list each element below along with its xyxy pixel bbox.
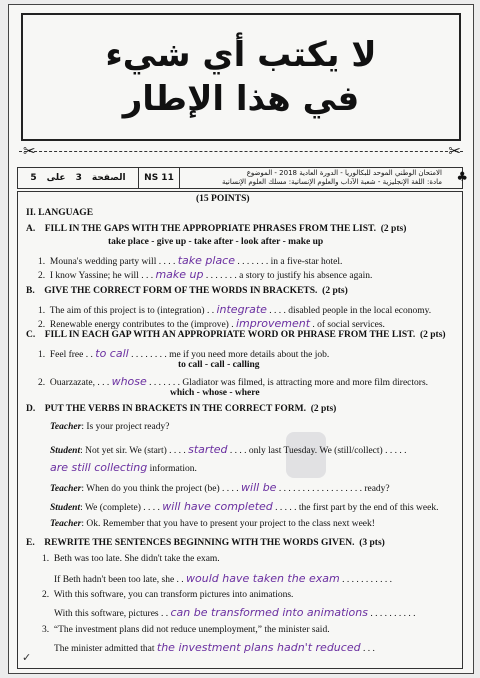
exercise-b-item: 2. Renewable energy contributes to the (improve) . improvement . of social services. <box>38 317 385 330</box>
of-label: على <box>46 173 66 183</box>
handwritten-answer[interactable]: will be <box>241 481 277 494</box>
item-text: of social services. <box>317 320 385 330</box>
dialogue-text: only last Tuesday. We (still/collect) <box>248 446 383 456</box>
total-pages: 5 <box>30 173 37 183</box>
rewrite-start: The minister admitted that <box>54 644 155 654</box>
item-text: Ouarzazate, <box>49 378 95 388</box>
item-number: 1. <box>42 554 50 564</box>
exercise-c-list: to call - call - calling <box>178 360 260 370</box>
handwritten-answer[interactable]: will have completed <box>162 500 273 513</box>
exercise-e-header <box>26 538 385 548</box>
exercise-e-rewrite: The minister admitted that the investment plans hadn't reduced . . . <box>54 641 375 654</box>
item-text: in a five-star hotel. <box>270 257 343 267</box>
item-number: 2. <box>42 590 50 600</box>
dialogue-line <box>50 519 375 529</box>
dialogue-text: : Is your project ready? <box>81 422 170 432</box>
exercise-c-header <box>26 330 446 340</box>
speaker: Teacher <box>50 519 82 529</box>
exercise-a-title: FILL IN THE GAPS WITH THE APPROPRIATE PHRASES FROM THE LIST. <box>44 224 377 234</box>
item-text: me if you need more details about the job. <box>169 350 330 360</box>
dialogue-line: Student: Not yet sir. We (start) . . . . started . . . . only last Tuesday. We (still/collect) . . . . . <box>50 443 407 456</box>
item-text: Gladiator was filmed, is attracting more and more film directors. <box>182 378 429 388</box>
item-number: 1. <box>38 306 46 316</box>
dialogue-text: : We (complete) <box>80 503 141 513</box>
exam-info-line2: مادة: اللغة الإنجليزية - شعبة الآداب والعلوم الإنسانية: مسلك العلوم الإنسانية <box>222 178 442 186</box>
item-number: 2. <box>38 271 46 281</box>
page-number: 3 <box>75 173 82 183</box>
page-counter <box>18 168 139 188</box>
exercise-e-item <box>42 590 293 600</box>
exercise-a-points: (2 pts) <box>380 224 407 234</box>
exercise-c-item: 1. Feel free . . to call . . . . . . . . me if you need more details about the job. <box>38 347 330 360</box>
speaker: Teacher <box>50 484 82 494</box>
dialogue-line: Student: We (complete) . . . . will have completed . . . . . the first part by the end of this week. <box>50 500 439 513</box>
dialogue-line <box>50 422 169 432</box>
item-number: 2. <box>38 320 46 330</box>
section-points: (15 POINTS) <box>196 194 250 204</box>
item-prompt: Beth was too late. She didn't take the exam. <box>53 554 220 564</box>
exam-content <box>17 191 463 669</box>
speaker: Student <box>50 446 81 456</box>
exercise-b-points: (2 pts) <box>322 286 348 296</box>
exercise-c-item: 2. Ouarzazate, . . . whose . . . . . . . Gladiator was filmed, is attracting more and more film directors. <box>38 375 429 388</box>
dialogue-text: : When do you think the project (be) <box>81 484 220 494</box>
handwritten-answer[interactable]: are still collecting <box>50 461 148 474</box>
dialogue-line <box>50 461 197 474</box>
dialogue-text: information. <box>149 464 197 474</box>
handwritten-answer[interactable]: started <box>188 443 228 456</box>
exam-header <box>17 167 468 189</box>
exam-info <box>180 169 462 187</box>
exercise-e-title: REWRITE THE SENTENCES BEGINNING WITH THE WORDS GIVEN. <box>44 538 355 548</box>
item-number: 1. <box>38 350 46 360</box>
item-number: 3. <box>42 625 50 635</box>
exercise-b-letter: B. <box>26 286 35 296</box>
exercise-e-item <box>42 554 220 564</box>
handwritten-answer[interactable]: would have taken the exam <box>186 572 340 585</box>
handwritten-answer[interactable]: whose <box>111 375 147 388</box>
item-text: a story to justify his absence again. <box>239 271 373 281</box>
exercise-a-item: 2. I know Yassine; he will . . . make up . . . . . . . a story to justify his absence again. <box>38 268 373 281</box>
item-text: Feel free <box>49 350 84 360</box>
exercise-c-letter: C. <box>26 330 36 340</box>
item-text: Mouna's wedding party will <box>49 257 157 267</box>
handwritten-answer[interactable]: can be transformed into animations <box>170 606 368 619</box>
do-not-write-line2: في هذا الإطار <box>122 79 360 119</box>
exercise-e-rewrite: With this software, pictures . . can be transformed into animations . . . . . . . . . . <box>54 606 416 619</box>
dialogue-text: ready? <box>364 484 390 494</box>
exercise-b-header <box>26 286 348 296</box>
item-prompt: With this software, you can transform pictures into animations. <box>53 590 294 600</box>
do-not-write-box <box>21 13 461 141</box>
dialogue-text: : Not yet sir. We (start) <box>80 446 167 456</box>
exercise-b-title: GIVE THE CORRECT FORM OF THE WORDS IN BRACKETS. <box>44 286 318 296</box>
do-not-write-line1: لا يكتب أي شيء <box>105 35 377 75</box>
page-label: الصفحة <box>91 173 126 183</box>
item-text: The aim of this project is to (integration) <box>49 306 205 316</box>
exam-info-line1: الامتحان الوطني الموحد للبكالوريا - الدورة العادية 2018 - الموضوع <box>246 169 442 177</box>
exercise-d-header <box>26 404 336 414</box>
speaker: Student <box>50 503 81 513</box>
scissors-icon: ✂ <box>23 144 36 160</box>
exercise-e-points: (3 pts) <box>359 538 385 548</box>
scissors-icon: ✂ <box>448 144 461 160</box>
dialogue-text: : Ok. Remember that you have to present your project to the class next week! <box>81 519 375 529</box>
handwritten-answer[interactable]: integrate <box>216 303 267 316</box>
exam-code: NS 11 <box>139 168 180 188</box>
item-number: 1. <box>38 257 46 267</box>
item-number: 2. <box>38 378 46 388</box>
item-text: disabled people in the local economy. <box>288 306 432 316</box>
exercise-e-item <box>42 625 330 635</box>
exercise-a-header <box>26 224 406 234</box>
exam-page <box>8 4 474 674</box>
exercise-c-title: FILL IN EACH GAP WITH AN APPROPRIATE WORD OR PHRASE FROM THE LIST. <box>44 330 416 340</box>
exercise-c-list: which - whose - where <box>170 388 260 398</box>
exercise-d-points: (2 pts) <box>310 404 337 414</box>
handwritten-answer[interactable]: the investment plans hadn't reduced <box>156 641 361 654</box>
rewrite-start: With this software, pictures <box>54 609 159 619</box>
exercise-a-list: take place - give up - take after - look after - make up <box>108 237 324 247</box>
section-title: II. LANGUAGE <box>26 208 94 218</box>
check-mark: ✓ <box>22 652 32 664</box>
speaker: Teacher <box>50 422 82 432</box>
item-text: Renewable energy contributes to the (improve) <box>49 320 229 330</box>
dialogue-text: the first part by the end of this week. <box>298 503 439 513</box>
handwritten-answer[interactable]: make up <box>155 268 204 281</box>
exercise-e-rewrite: If Beth hadn't been too late, she . . would have taken the exam . . . . . . . . . . . <box>54 572 392 585</box>
exercise-c-points: (2 pts) <box>419 330 446 340</box>
handwritten-answer[interactable]: take place <box>177 254 236 267</box>
handwritten-answer[interactable]: improvement <box>235 317 311 330</box>
handwritten-answer[interactable]: to call <box>95 347 129 360</box>
exercise-a-letter: A. <box>26 224 36 234</box>
item-prompt: “The investment plans did not reduce unemployment,” the minister said. <box>53 625 330 635</box>
cut-line <box>19 151 463 152</box>
exercise-b-item: 1. The aim of this project is to (integration) . . integrate . . . . disabled people in the local economy. <box>38 303 432 316</box>
exercise-d-title: PUT THE VERBS IN BRACKETS IN THE CORRECT FORM. <box>44 404 306 414</box>
exercise-a-item: 1. Mouna's wedding party will . . . . take place . . . . . . . in a five-star hotel. <box>38 254 343 267</box>
exercise-e-letter: E. <box>26 538 35 548</box>
club-icon: ♣ <box>456 170 468 185</box>
rewrite-start: If Beth hadn't been too late, she <box>54 575 175 585</box>
exercise-d-letter: D. <box>26 404 36 414</box>
dialogue-line: Teacher: When do you think the project (be) . . . . will be . . . . . . . . . . . . . . . . . . ready? <box>50 481 390 494</box>
item-text: I know Yassine; he will <box>49 271 139 281</box>
